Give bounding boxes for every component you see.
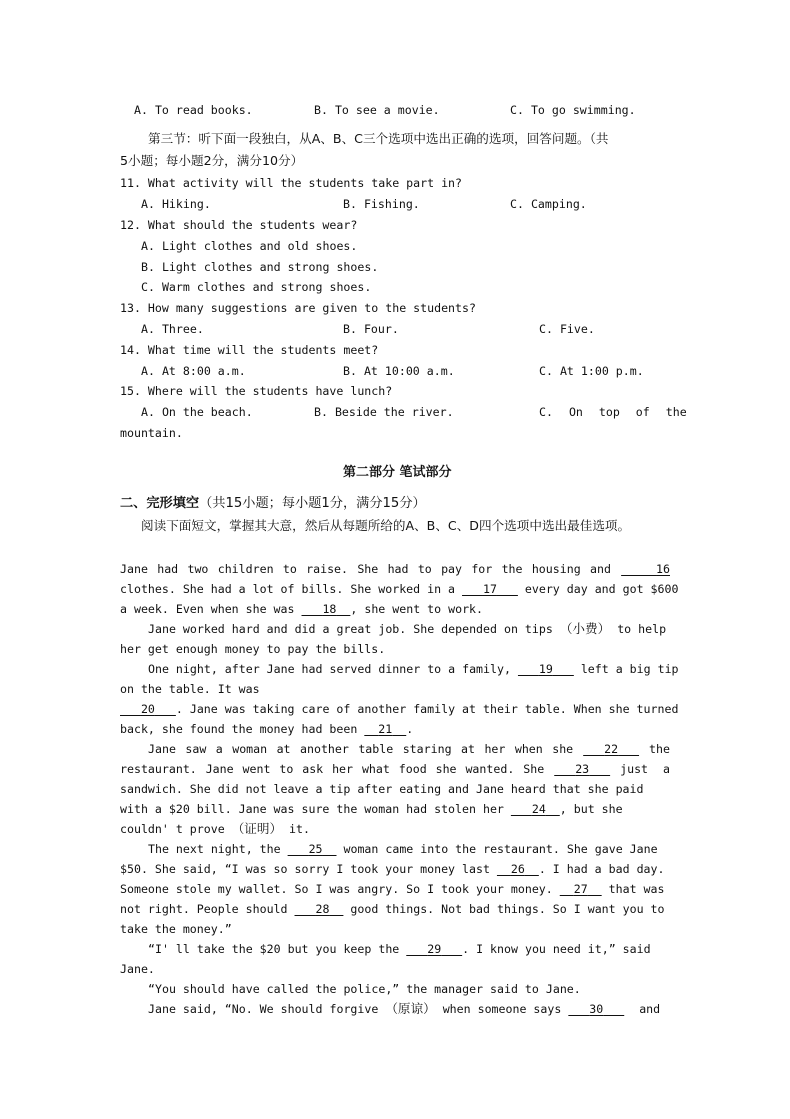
passage-line-1-word: housing [531, 562, 581, 576]
blank-20-number: 20 [140, 702, 155, 716]
question-13: 13. How many suggestions are given to the students? [120, 301, 476, 315]
passage-line-7: on the table. It was [120, 682, 260, 696]
passage-line-10-word: her [484, 742, 506, 756]
q10-option-c: C. To go swimming. [510, 103, 636, 117]
passage-line-2 [120, 581, 678, 597]
passage-line-1-word: the [501, 562, 523, 576]
question-14: 14. What time will the students meet? [120, 343, 379, 357]
passage-line-10-words [148, 741, 573, 757]
section3-instructions-line2: 5小题；每小题2分，满分10分） [120, 153, 304, 168]
passage-line-1-word: She [357, 562, 379, 576]
passage-line-4-b: to help [617, 622, 667, 636]
passage-line-6 [148, 661, 679, 677]
blank-30-number: 30 [589, 1002, 604, 1016]
blank-22-number: 22 [604, 742, 619, 756]
passage-line-11-word: She [523, 762, 545, 776]
passage-line-23-b: when someone says [442, 1002, 562, 1016]
passage-line-23-a: Jane said, “No. We should forgive [148, 1002, 379, 1016]
blank-27-number: 27 [573, 882, 588, 896]
passage-line-1-word: had [157, 562, 179, 576]
question-11: 11. What activity will the students take part in? [120, 176, 463, 190]
passage-line-11-word: food [398, 762, 427, 776]
q12-option-a: A. Light clothes and old shoes. [141, 239, 358, 253]
blank-29-number: 29 [427, 942, 442, 956]
q10-option-a: A. To read books. [134, 103, 253, 117]
blank-16-number: 16 [656, 562, 670, 576]
passage-line-1 [120, 561, 670, 577]
passage-line-1-word: pay [441, 562, 463, 576]
passage-line-16 [120, 861, 664, 877]
passage-line-1-word: to [282, 562, 297, 576]
part2-title: 第二部分 笔试部分 [343, 465, 452, 480]
q10-option-b: B. To see a movie. [314, 103, 440, 117]
passage-line-10-word: at [461, 742, 475, 756]
passage-line-11-word: to [279, 762, 294, 776]
passage-line-11-word: restaurant. [120, 762, 197, 776]
passage-line-10-word: saw [185, 742, 207, 756]
blank-25[interactable] [288, 842, 337, 856]
passage-gloss-prove: （证明） [231, 821, 283, 836]
q15-option-c-continued: mountain. [120, 426, 183, 440]
passage-line-1-word: Jane [120, 562, 148, 576]
passage-line-17 [120, 881, 664, 897]
q12-option-b: B. Light clothes and strong shoes. [141, 260, 379, 274]
blank-20[interactable] [120, 702, 176, 716]
passage-line-13-a: with a $20 bill. Jane was sure the woman had stolen her [120, 802, 504, 816]
passage-line-16-b: . I had a bad day. [538, 862, 665, 876]
passage-gloss-tips: （小费） [559, 621, 611, 636]
blank-18[interactable] [302, 602, 351, 616]
passage-line-23 [148, 1001, 660, 1017]
passage-line-18-b: good things. Not bad things. So I want you to [350, 902, 665, 916]
q11-option-b: B. Fishing. [343, 197, 420, 211]
passage-line-2-a: clothes. She had a lot of bills. She worked in a [120, 582, 456, 596]
blank-21-number: 21 [378, 722, 393, 736]
passage-line-11-word: went [242, 762, 271, 776]
passage-line-10-word: when [514, 742, 543, 756]
passage-line-5: her get enough money to pay the bills. [120, 642, 386, 656]
passage-line-15 [148, 841, 658, 857]
q15-option-a: A. On the beach. [141, 405, 253, 419]
passage-line-15-b: woman came into the restaurant. She gave Jane [343, 842, 658, 856]
passage-line-14-b: it. [289, 822, 310, 836]
blank-28[interactable] [295, 902, 344, 916]
blank-23-number: 23 [575, 762, 590, 776]
q13-option-c: C. Five. [539, 322, 595, 336]
blank-30[interactable] [568, 1002, 624, 1016]
blank-18-number: 18 [322, 602, 337, 616]
blank-27[interactable] [560, 882, 602, 896]
blank-17-number: 17 [482, 582, 497, 596]
passage-line-11 [120, 761, 670, 777]
passage-line-8 [120, 701, 678, 717]
q12-option-c: C. Warm clothes and strong shoes. [141, 280, 372, 294]
passage-line-20-b: . I know you need it,” said [462, 942, 651, 956]
passage-line-16-a: $50. She said, “I was so sorry I took your money last [120, 862, 490, 876]
blank-23[interactable] [554, 761, 610, 777]
passage-line-1-word: two [187, 562, 209, 576]
blank-24[interactable] [511, 802, 560, 816]
passage-line-8-b: . Jane was taking care of another family at their table. When she turned [175, 702, 679, 716]
passage-line-20 [148, 941, 651, 957]
blank-16[interactable] [621, 561, 670, 577]
blank-26[interactable] [497, 862, 539, 876]
passage-line-23-c: and [639, 1002, 661, 1016]
q13-option-a: A. Three. [141, 322, 204, 336]
question-15: 15. Where will the students have lunch? [120, 384, 393, 398]
passage-line-11-word: ask [302, 762, 324, 776]
passage-line-4 [148, 621, 666, 637]
q15-option-c: C. On top of the [539, 405, 687, 419]
passage-line-10-word: staring [402, 742, 452, 756]
cloze-heading [120, 496, 426, 512]
passage-line-12: sandwich. She did not leave a tip after eating and Jane heard that she paid [120, 782, 644, 796]
blank-17[interactable] [462, 582, 518, 596]
passage-gloss-forgive: （原谅） [385, 1001, 436, 1016]
passage-line-4-a: Jane worked hard and did a great job. She depended on tips [148, 622, 553, 636]
blank-25-number: 25 [308, 842, 323, 856]
passage-line-19: take the money.” [120, 922, 232, 936]
passage-line-11-word: what [361, 762, 390, 776]
passage-line-11-word: her [332, 762, 354, 776]
passage-line-3-b: , she went to work. [350, 602, 484, 616]
blank-19[interactable] [518, 662, 574, 676]
passage-line-3 [120, 601, 483, 617]
passage-line-10-word: she [552, 742, 574, 756]
passage-line-10-word: table [358, 742, 394, 756]
question-12: 12. What should the students wear? [120, 218, 358, 232]
passage-line-1-word: and [590, 562, 611, 576]
passage-line-22: “You should have called the police,” the manager said to Jane. [148, 982, 581, 996]
q14-option-b: B. At 10:00 a.m. [343, 364, 455, 378]
passage-line-10-word: a [215, 742, 223, 756]
q11-option-c: C. Camping. [510, 197, 587, 211]
passage-line-18-a: not right. People should [120, 902, 288, 916]
passage-line-9 [120, 721, 413, 737]
passage-line-11-word: Jane [205, 762, 234, 776]
passage-line-1-words [120, 561, 611, 577]
q13-option-b: B. Four. [343, 322, 399, 336]
passage-line-6-b: left a big tip [580, 662, 679, 676]
passage-line-3-a: a week. Even when she was [120, 602, 295, 616]
passage-line-1-word: had [387, 562, 409, 576]
q15-option-b: B. Beside the river. [314, 405, 454, 419]
cloze-heading-note: （共15小题；每小题1分，满分15分） [199, 496, 426, 511]
passage-line-21: Jane. [120, 962, 155, 976]
passage-line-9-a: back, she found the money had been [120, 722, 358, 736]
blank-28-number: 28 [315, 902, 330, 916]
passage-line-11-word: she [435, 762, 457, 776]
q14-option-a: A. At 8:00 a.m. [141, 364, 246, 378]
passage-line-11-word: wanted. [465, 762, 515, 776]
passage-line-9-b: . [406, 722, 414, 736]
blank-26-number: 26 [510, 862, 525, 876]
passage-line-17-a: Someone stole my wallet. So I was angry. So I took your money. [120, 882, 553, 896]
blank-29[interactable] [406, 942, 462, 956]
section3-instructions-line1: 第三节：听下面一段独白，从A、B、C三个选项中选出正确的选项，回答问题。（共 [148, 131, 609, 146]
passage-line-14 [120, 821, 310, 837]
passage-line-6-a: One night, after Jane had served dinner to a family, [148, 662, 511, 676]
passage-line-15-a: The next night, the [148, 842, 281, 856]
passage-line-10-word: woman [232, 742, 268, 756]
cloze-heading-title: 二、完形填空 [120, 496, 200, 511]
passage-line-1-word: to [417, 562, 432, 576]
passage-line-10-word: at [276, 742, 291, 756]
passage-line-20-a: “I' ll take the $20 but you keep the [148, 942, 400, 956]
q14-option-c: C. At 1:00 p.m. [539, 364, 644, 378]
passage-line-13-b: , but she [559, 802, 623, 816]
blank-21[interactable] [364, 722, 406, 736]
q11-option-a: A. Hiking. [141, 197, 211, 211]
passage-line-1-word: raise. [306, 562, 349, 576]
passage-line-1-word: for [471, 562, 493, 576]
passage-line-14-a: couldn' t prove [120, 822, 225, 836]
passage-line-11-words [120, 761, 544, 777]
passage-line-10-end: the [649, 742, 670, 756]
passage-line-11-end: just a [620, 762, 670, 776]
passage-line-10-word: another [300, 742, 349, 756]
passage-line-17-b: that was [608, 882, 665, 896]
blank-22[interactable] [583, 741, 639, 757]
passage-line-18 [120, 901, 665, 917]
blank-24-number: 24 [531, 802, 546, 816]
blank-19-number: 19 [538, 662, 553, 676]
passage-line-10-word: Jane [148, 742, 176, 756]
passage-line-2-b: every day and got $600 [524, 582, 679, 596]
passage-line-1-word: children [217, 562, 274, 576]
passage-line-10 [148, 741, 670, 757]
cloze-instructions: 阅读下面短文，掌握其大意，然后从每题所给的A、B、C、D四个选项中选出最佳选项。 [141, 518, 631, 533]
passage-line-13 [120, 801, 623, 817]
